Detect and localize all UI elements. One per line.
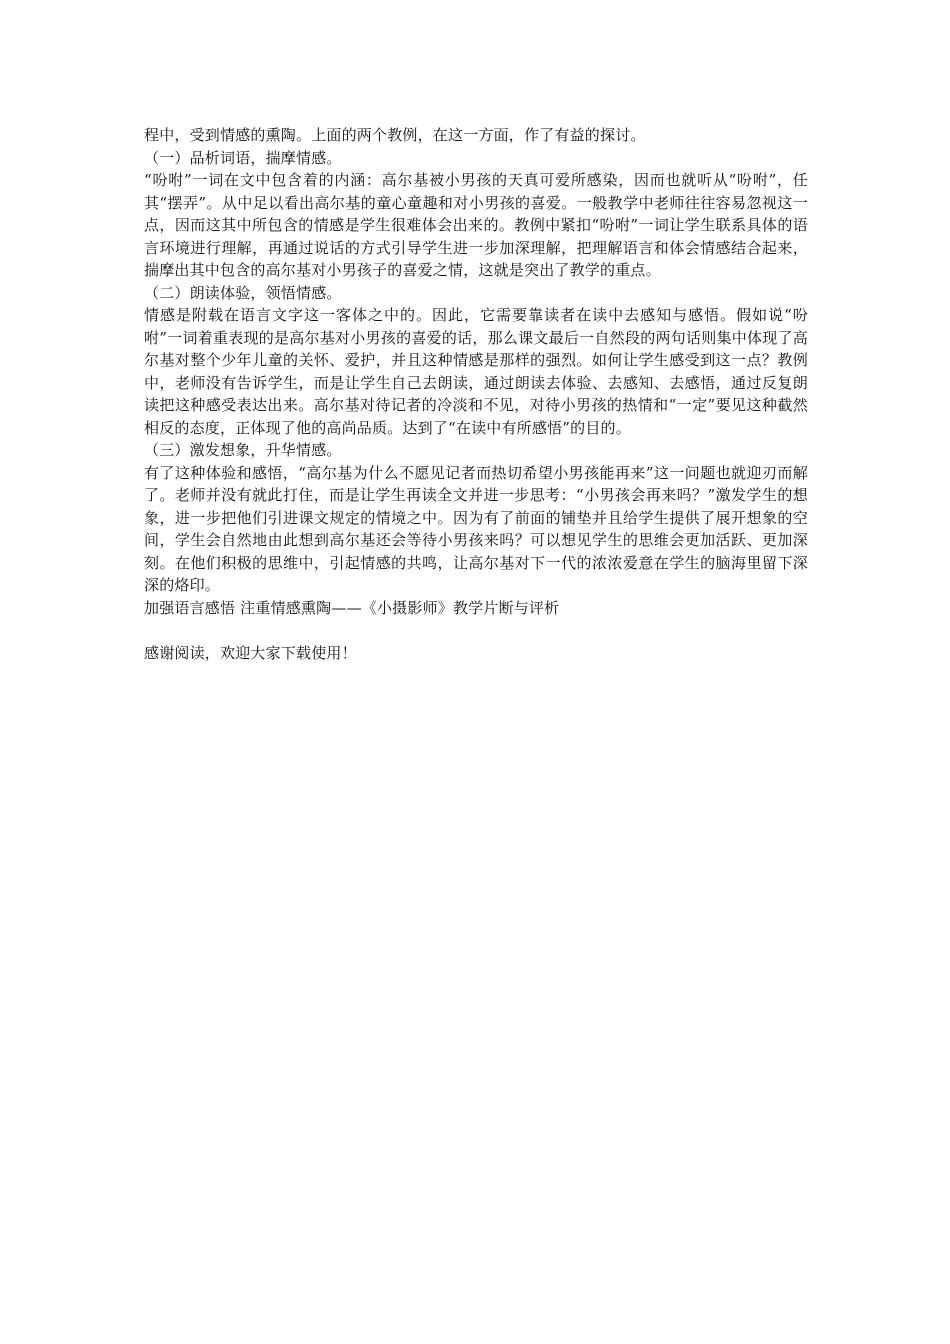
paragraph-section-3: 有了这种体验和感悟，“高尔基为什么不愿见记者而热切希望小男孩能再来”这一问题也就迎刃而解了。老师并没有就此打住，而是让学生再读全文并进一步思考：“小男孩会再来吗？”激发学生的想象，进一步把他们引进课文规定的情境之中。因为有了前面的铺垫并且给学生提供了展开想象的空间，学生会自然地由此想到高尔基还会等待小男孩来吗？可以想见学生的思维会更加活跃、更加深刻。在他们积极的思维中，引起情感的共鸣，让高尔基对下一代的浓浓爱意在学生的脑海里留下深深的烙印。 xyxy=(144,463,808,594)
closing-note: 感谢阅读，欢迎大家下载使用！ xyxy=(144,643,357,662)
paragraph-intro-end: 程中，受到情感的熏陶。上面的两个教例，在这一方面，作了有益的探讨。 xyxy=(144,126,646,144)
heading-section-3: （三）激发想象，升华情感。 xyxy=(144,441,342,459)
blank-line xyxy=(144,619,808,642)
document-body xyxy=(144,124,808,664)
document-title-line: 加强语言感悟 注重情感熏陶——《小摄影师》教学片断与评析 xyxy=(144,598,560,617)
paragraph-section-2: 情感是附载在语言文字这一客体之中的。因此，它需要靠读者在读中去感知与感悟。假如说“吩咐”一词着重表现的是高尔基对小男孩的喜爱的话，那么课文最后一自然段的两句话则集中体现了高尔基对整个少年儿童的关怀、爱护，并且这种情感是那样的强烈。如何让学生感受到这一点？教例中，老师没有告诉学生，而是让学生自己去朗读，通过朗读去体验、去感知、去感悟，通过反复朗读把这种感受表达出来。高尔基对待记者的冷淡和不见，对待小男孩的热情和“一定”要见这种截然相反的态度，正体现了他的高尚品质。达到了“在读中有所感悟”的目的。 xyxy=(144,306,808,437)
paragraph-section-1: “吩咐”一词在文中包含着的内涵：高尔基被小男孩的天真可爱所感染，因而也就听从“吩咐”，任其“摆弄”。从中足以看出高尔基的童心童趣和对小男孩的喜爱。一般教学中老师往往容易忽视这一点，因而这其中所包含的情感是学生很难体会出来的。教例中紧扣“吩咐”一词让学生联系具体的语言环境进行理解，再通过说话的方式引导学生进一步加深理解，把理解语言和体会情感结合起来，揣摩出其中包含的高尔基对小男孩子的喜爱之情，这就是突出了教学的重点。 xyxy=(144,171,808,279)
heading-section-1: （一）品析词语，揣摩情感。 xyxy=(144,148,342,167)
heading-section-2: （二）朗读体验，领悟情感。 xyxy=(144,283,342,302)
